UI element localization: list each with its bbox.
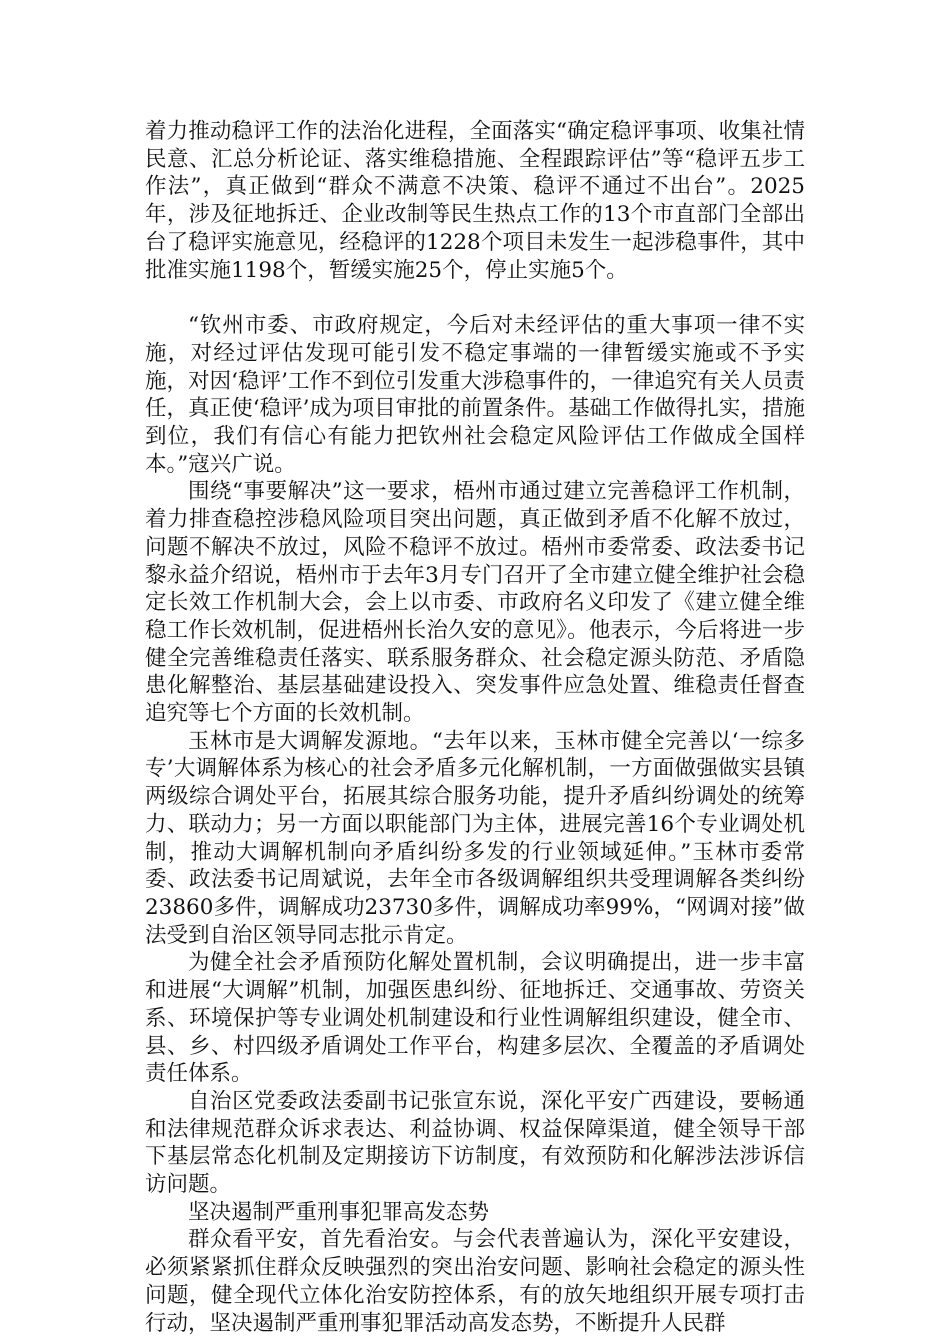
document-page	[145, 118, 805, 1337]
paragraph-public-security: 群众看平安，首先看治安。与会代表普遍认为，深化平安建设，必须紧紧抓住群众反映强烈的突出治安问题、影响社会稳定的源头性问题，健全现代立体化治安防控体系，有的放矢地组织开展专项打击行动，坚决遏制严重刑事犯罪活动高发态势，不断提升人民群	[145, 1227, 805, 1336]
paragraph-yulin: 玉林市是大调解发源地。“去年以来，玉林市健全完善以‘一综多专’大调解体系为核心的社会矛盾多元化解机制，一方面做强做实县镇两级综合调处平台，拓展其综合服务功能，提升矛盾纠纷调处的统筹力、联动力；另一方面以职能部门为主体，进展完善16个专业调处机制，推动大调解机制向矛盾纠纷多发的行业领域延伸。”玉林市委常委、政法委书记周斌说，去年全市各级调解组织共受理调解各类纠纷23860多件，调解成功23730多件，调解成功率99%，“网调对接”做法受到自治区领导同志批示肯定。	[145, 728, 805, 948]
paragraph-qinzhou-quote: “钦州市委、市政府规定，今后对未经评估的重大事项一律不实施，对经过评估发现可能引发不稳定事端的一律暂缓实施或不予实施，对因‘稳评’工作不到位引发重大涉稳事件的，一律追究有关人员责任，真正使‘稳评’成为项目审批的前置条件。基础工作做得扎实，措施到位，我们有信心有能力把钦州社会稳定风险评估工作做成全国样本。”寇兴广说。	[145, 313, 805, 477]
paragraph-wuzhou: 围绕“事要解决”这一要求，梧州市通过建立完善稳评工作机制，着力排查稳控涉稳风险项目突出问题，真正做到矛盾不化解不放过，问题不解决不放过，风险不稳评不放过。梧州市委常委、政法委书记黎永益介绍说，梧州市于去年3月专门召开了全市建立健全维护社会稳定长效工作机制大会，会上以市委、市政府名义印发了《建立健全维稳工作长效机制，促进梧州长治久安的意见》。他表示，今后将进一步健全完善维稳责任落实、联系服务群众、社会稳定源头防范、矛盾隐患化解整治、基层基础建设投入、突发事件应急处置、维稳责任督查追究等七个方面的长效机制。	[145, 479, 805, 727]
paragraph-mediation-mechanism: 为健全社会矛盾预防化解处置机制，会议明确提出，进一步丰富和进展“大调解”机制，加强医患纠纷、征地拆迁、交通事故、劳资关系、环境保护等专业调处机制建设和行业性调解组织建设，健全市、县、乡、村四级矛盾调处工作平台，构建多层次、全覆盖的矛盾调处责任体系。	[145, 950, 805, 1087]
paragraph-guangxi-safety: 自治区党委政法委副书记张宣东说，深化平安广西建设，要畅通和法律规范群众诉求表达、利益协调、权益保障渠道，健全领导干部下基层常态化机制及定期接访下访制度，有效预防和化解涉法涉诉信访问题。	[145, 1088, 805, 1198]
paragraph-stability-assessment: 着力推动稳评工作的法治化进程，全面落实“确定稳评事项、收集社情民意、汇总分析论证、落实维稳措施、全程跟踪评估”等“稳评五步工作法”，真正做到“群众不满意不决策、稳评不通过不出台”。2025年，涉及征地拆迁、企业改制等民生热点工作的13个市直部门全部出台了稳评实施意见，经稳评的1228个项目未发生一起涉稳事件，其中批准实施1198个，暂缓实施25个，停止实施5个。	[145, 119, 805, 283]
section-heading: 坚决遏制严重刑事犯罪高发态势	[188, 1199, 490, 1225]
